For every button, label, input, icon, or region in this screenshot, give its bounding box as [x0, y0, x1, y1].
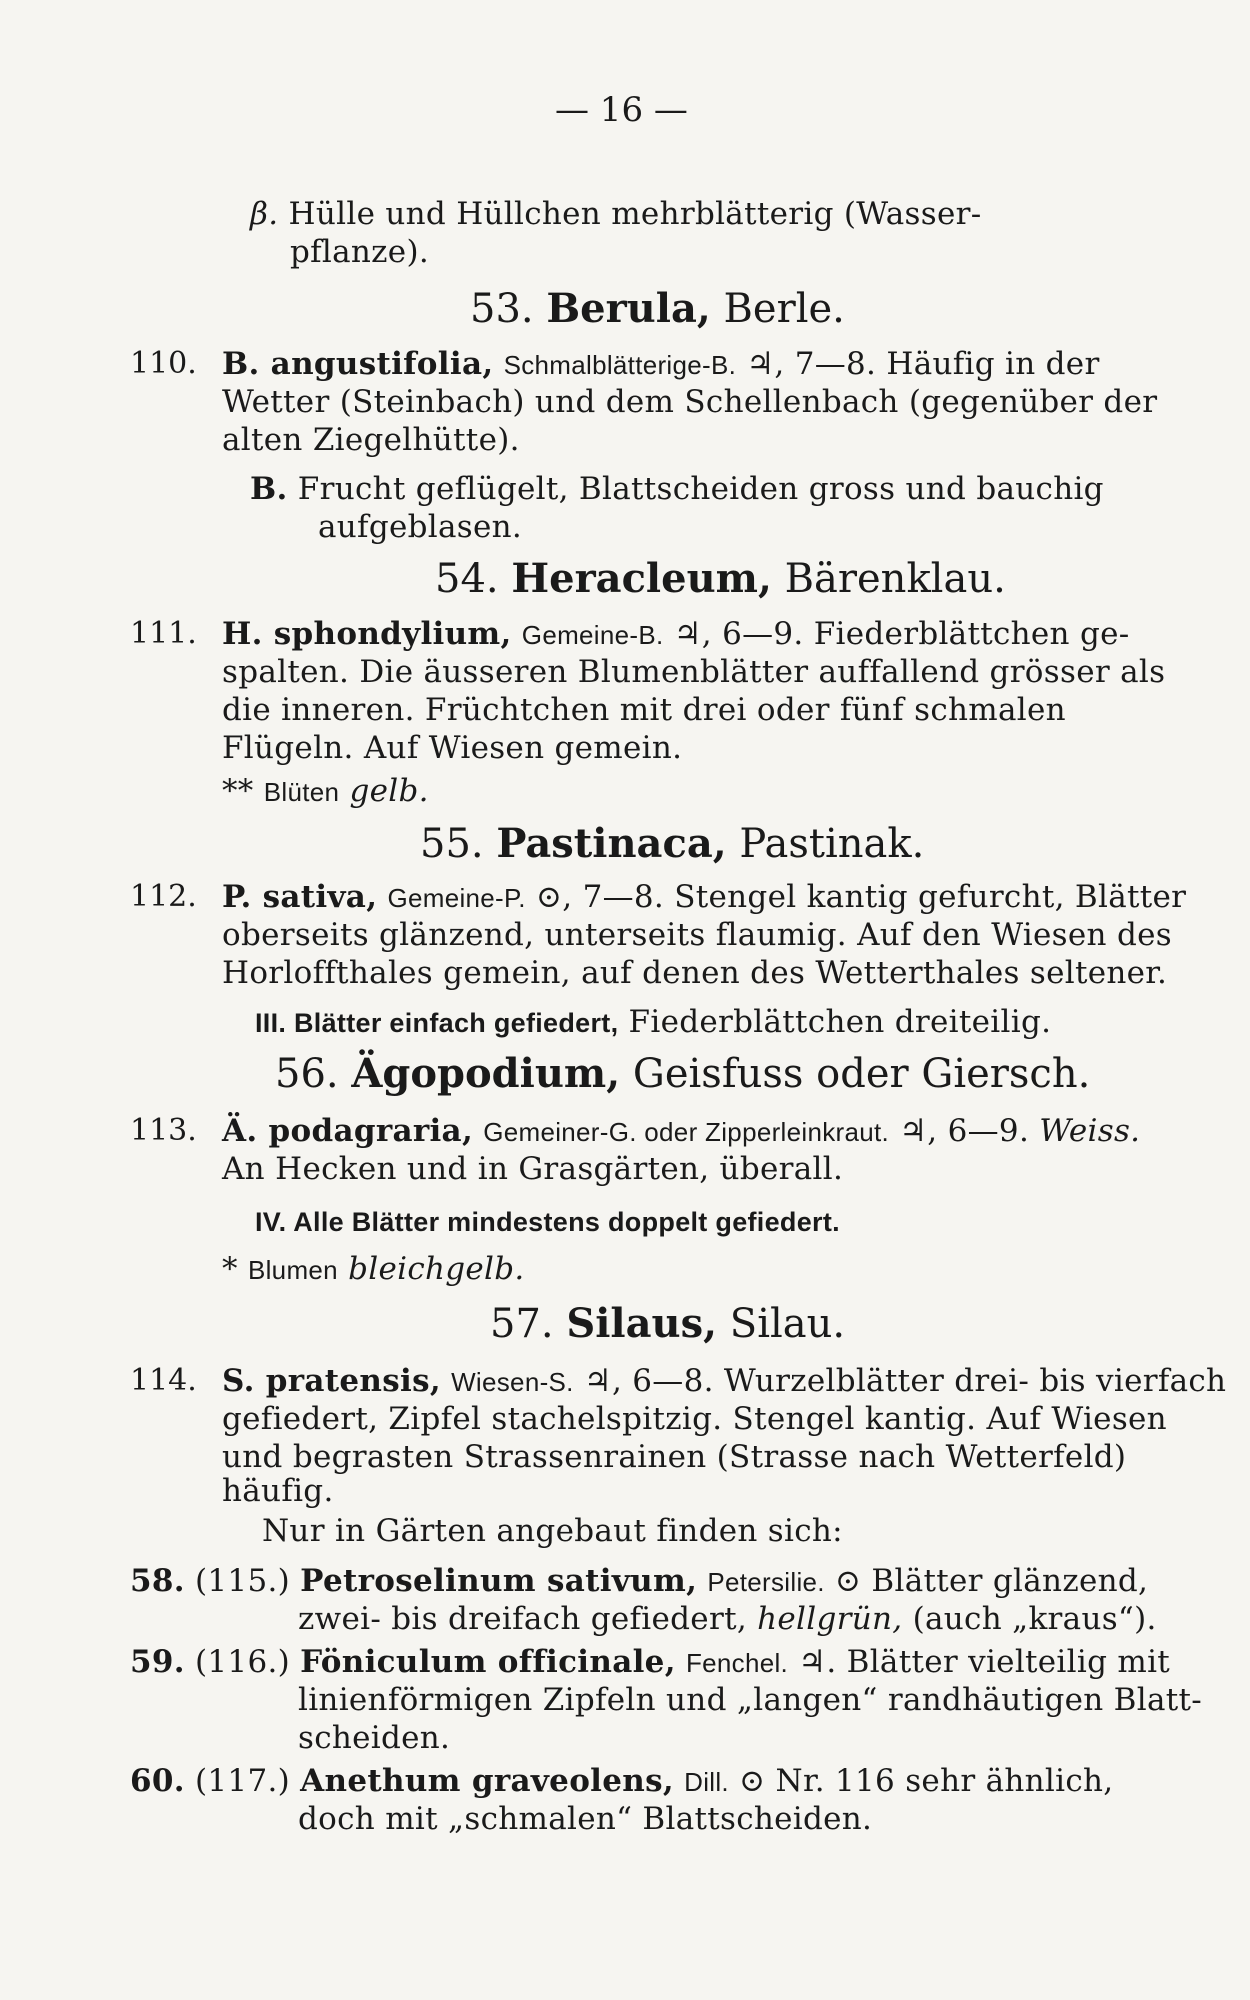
- garden-species-60-line-2: doch mit „schmalen“ Blattscheiden.: [298, 1801, 873, 1837]
- species-number-111: 111.: [130, 616, 197, 651]
- species-114-line-2: gefiedert, Zipfel stachelspitzig. Stengel kantig. Auf Wiesen: [222, 1401, 1167, 1437]
- genus-heading-53: 53. Berula, Berle.: [470, 285, 845, 332]
- garden-species-60-line-1: 60. (117.) Anethum graveolens, Dill. ⊙ Nr. 116 sehr ähnlich,: [130, 1763, 1114, 1799]
- species-111-line-4: Flügeln. Auf Wiesen gemein.: [222, 730, 683, 766]
- section-b-line-1: B. Frucht geflügelt, Blattscheiden gross und bauchig: [250, 471, 1104, 507]
- beta-marker: β.: [250, 196, 279, 232]
- beta-line-2: pflanze).: [290, 234, 430, 270]
- genus-heading-56: 56. Ägopodium, Geisfuss oder Giersch.: [275, 1050, 1091, 1097]
- genus-heading-55: 55. Pastinaca, Pastinak.: [420, 820, 925, 867]
- species-110-line-2: Wetter (Steinbach) und dem Schellenbach (gegenüber der: [222, 384, 1158, 420]
- species-number-114: 114.: [130, 1363, 197, 1398]
- garden-intro: Nur in Gärten angebaut finden sich:: [262, 1513, 843, 1549]
- species-112-line-3: Horloffthales gemein, auf denen des Wetterthales seltener.: [222, 955, 1168, 991]
- species-113-line-2: An Hecken und in Grasgärten, überall.: [222, 1151, 844, 1187]
- species-111-line-1: H. sphondylium, Gemeine-B. ♃, 6—9. Fiederblättchen ge-: [222, 616, 1130, 652]
- species-114-line-4: häufig.: [222, 1473, 334, 1509]
- section-iv-heading: IV. Alle Blätter mindestens doppelt gefiedert.: [255, 1207, 840, 1237]
- note-flowers-paleyellow: * Blumen bleichgelb.: [222, 1251, 525, 1287]
- garden-species-59-line-2: linienförmigen Zipfeln und „langen“ randhäutigen Blatt-: [298, 1682, 1203, 1718]
- section-iii-heading: III. Blätter einfach gefiedert, Fiederblättchen dreiteilig.: [255, 1004, 1052, 1040]
- species-110-line-1: B. angustifolia, Schmalblätterige-B. ♃, 7—8. Häufig in der: [222, 346, 1100, 382]
- species-113-line-1: Ä. podagraria, Gemeiner-G. oder Zipperleinkraut. ♃, 6—9. Weiss.: [222, 1113, 1141, 1149]
- garden-species-58-line-2: zwei- bis dreifach gefiedert, hellgrün, (auch „kraus“).: [298, 1601, 1157, 1637]
- species-number-112: 112.: [130, 879, 197, 914]
- garden-species-58-line-1: 58. (115.) Petroselinum sativum, Petersilie. ⊙ Blätter glänzend,: [130, 1563, 1149, 1599]
- page-number: — 16 —: [555, 90, 688, 130]
- species-111-line-3: die inneren. Früchtchen mit drei oder fünf schmalen: [222, 692, 1066, 728]
- beta-line-1: β. Hülle und Hüllchen mehrblätterig (Wasser-: [250, 196, 982, 232]
- garden-species-59-line-1: 59. (116.) Föniculum officinale, Fenchel. ♃. Blätter vielteilig mit: [130, 1644, 1171, 1680]
- species-number-113: 113.: [130, 1113, 197, 1148]
- species-number-110: 110.: [130, 346, 197, 381]
- species-112-line-1: P. sativa, Gemeine-P. ⊙, 7—8. Stengel kantig gefurcht, Blätter: [222, 879, 1187, 915]
- section-b-line-2: aufgeblasen.: [318, 509, 523, 545]
- note-flowers-yellow: ** Blüten gelb.: [222, 773, 429, 809]
- section-b-marker: B.: [250, 471, 288, 507]
- genus-heading-54: 54. Heracleum, Bärenklau.: [435, 555, 1006, 602]
- species-111-line-2: spalten. Die äusseren Blumenblätter auffallend grösser als: [222, 654, 1166, 690]
- garden-species-59-line-3: scheiden.: [298, 1720, 451, 1756]
- genus-heading-57: 57. Silaus, Silau.: [490, 1300, 846, 1347]
- species-112-line-2: oberseits glänzend, unterseits flaumig. Auf den Wiesen des: [222, 917, 1172, 953]
- species-114-line-1: S. pratensis, Wiesen-S. ♃, 6—8. Wurzelblätter drei- bis vierfach: [222, 1363, 1227, 1399]
- species-114-line-3: und begrasten Strassenrainen (Strasse nach Wetterfeld): [222, 1439, 1127, 1475]
- species-110-line-3: alten Ziegelhütte).: [222, 422, 520, 458]
